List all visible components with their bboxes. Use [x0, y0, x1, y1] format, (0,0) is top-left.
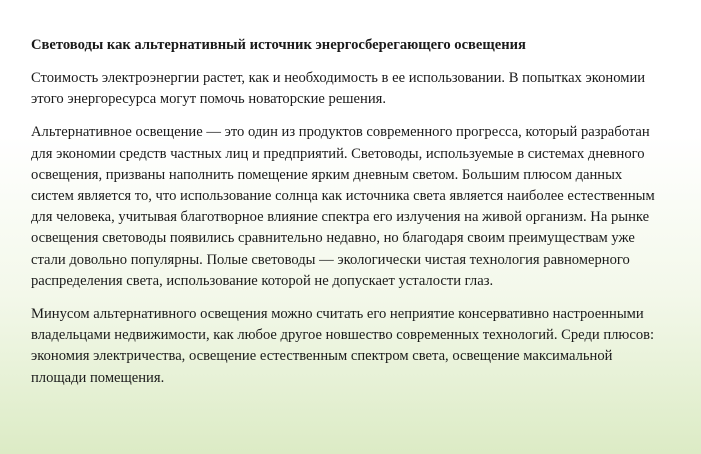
document-title: Световоды как альтернативный источник энергосберегающего освещения	[31, 37, 526, 53]
paragraph-drawbacks: Минусом альтернативного освещения можно считать его неприятие консервативно настроенными владельцами недвижимости, как любое другое новшество современных технологий. Среди плюсов: экономия электричества, освещение естественным спектром света, освещение максимальной площади помещения.	[31, 306, 655, 386]
paragraph-alternative-lighting: Альтернативное освещение — это один из продуктов современного прогресса, который разработан для экономии средств частных лиц и предприятий. Световоды, используемые в системах дневного освещения, призваны наполнить помещение ярким дневным светом. Большим плюсом данных систем является то, что использование солнца как источника света является наиболее естественным для человека, учитывая благотворное влияние спектра его излучения на живой организм. На рынке освещения световоды появились сравнительно недавно, но благодаря своим преимуществам уже стали довольно популярны. Полые световоды — экологически чистая технология равномерного распределения света, использование которой не допускает усталости глаз.	[31, 124, 655, 289]
paragraph-intro: Стоимость электроэнергии растет, как и необходимость в ее использовании. В попытках экономии этого энергоресурса могут помочь новаторские решения.	[31, 70, 646, 108]
